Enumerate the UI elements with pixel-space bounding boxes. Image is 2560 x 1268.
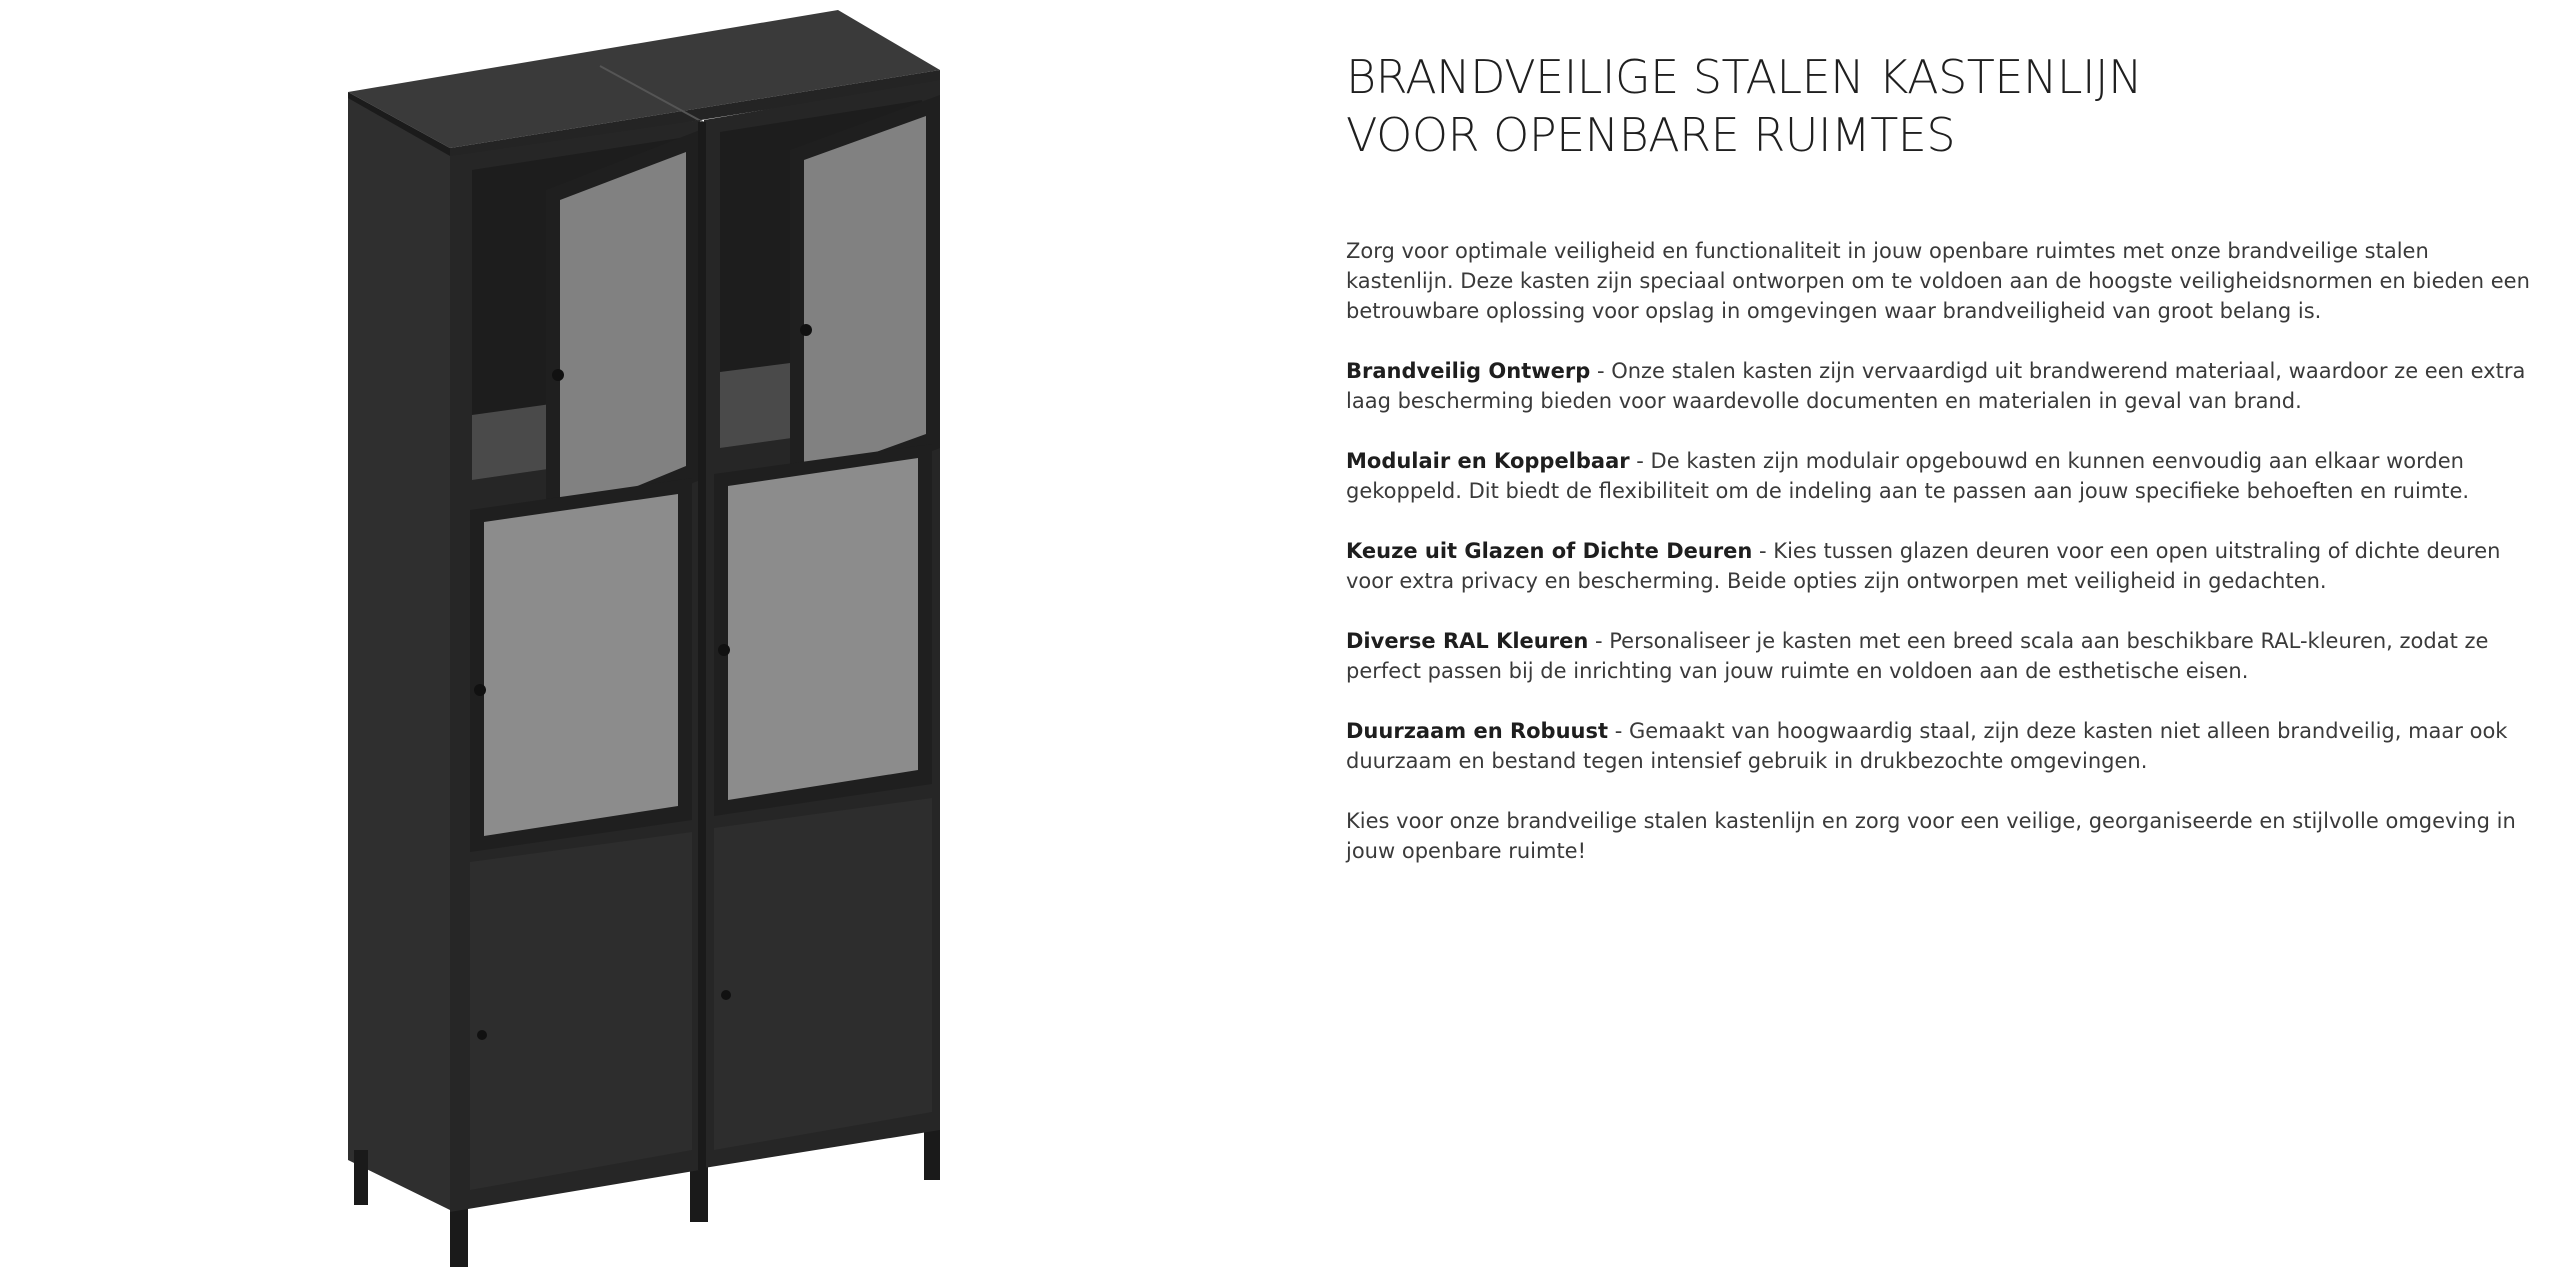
glass-panel xyxy=(560,152,686,518)
steel-cabinet-illustration xyxy=(300,0,1020,1268)
feature-paragraph xyxy=(1346,536,2531,596)
cabinet-leg xyxy=(450,1205,468,1267)
feature-text: - De kasten zijn modulair opgebouwd en kunnen eenvoudig aan elkaar worden gekoppeld. Dit biedt de flexibiliteit om de indeling aan te passen aan jouw specifieke behoeften en ruimte. xyxy=(1346,449,2470,503)
feature-title: Diverse RAL Kleuren xyxy=(1346,629,1589,653)
door-handle xyxy=(477,1030,487,1040)
title-line-2: VOOR OPENBARE RUIMTES xyxy=(1346,108,1956,162)
glass-panel xyxy=(484,494,678,836)
feature-paragraph xyxy=(1346,626,2531,686)
door-handle xyxy=(552,369,564,381)
feature-title: Duurzaam en Robuust xyxy=(1346,719,1609,743)
product-description xyxy=(1346,48,2531,866)
title-line-1: BRANDVEILIGE STALEN KASTENLIJN xyxy=(1346,50,2143,104)
feature-paragraph xyxy=(1346,356,2531,416)
door-handle xyxy=(718,644,730,656)
page-title xyxy=(1346,48,2531,164)
door-handle xyxy=(721,990,731,1000)
glass-panel xyxy=(804,116,926,478)
door-handle xyxy=(800,324,812,336)
feature-text: - Kies tussen glazen deuren voor een open uitstraling of dichte deuren voor extra privacy en bescherming. Beide opties zijn ontworpen met veiligheid in gedachten. xyxy=(1346,539,2501,593)
solid-door xyxy=(470,832,692,1190)
closing-paragraph: Kies voor onze brandveilige stalen kastenlijn en zorg voor een veilige, georganiseerde en stijlvolle omgeving in jouw openbare ruimte! xyxy=(1346,809,2516,863)
feature-title: Keuze uit Glazen of Dichte Deuren xyxy=(1346,539,1753,563)
cabinet-leg xyxy=(354,1150,368,1205)
solid-door xyxy=(714,798,932,1150)
feature-text: - Onze stalen kasten zijn vervaardigd uit brandwerend materiaal, waardoor ze een extra laag bescherming bieden voor waardevolle documenten en materialen in geval van brand. xyxy=(1346,359,2526,413)
feature-title: Modulair en Koppelbaar xyxy=(1346,449,1630,473)
cabinet-side-panel xyxy=(348,98,450,1210)
feature-title: Brandveilig Ontwerp xyxy=(1346,359,1591,383)
feature-paragraph xyxy=(1346,716,2531,776)
glass-panel xyxy=(728,458,918,800)
intro-paragraph: Zorg voor optimale veiligheid en functionaliteit in jouw openbare ruimtes met onze brandveilige stalen kastenlijn. Deze kasten zijn speciaal ontworpen om te voldoen aan de hoogste veiligheidsnormen en bieden een betrouwbare oplossing voor opslag in omgevingen waar brandveiligheid van groot belang is. xyxy=(1346,239,2530,323)
feature-text: - Gemaakt van hoogwaardig staal, zijn deze kasten niet alleen brandveilig, maar ook duurzaam en bestand tegen intensief gebruik in drukbezochte omgevingen. xyxy=(1346,719,2508,773)
product-image xyxy=(300,0,1020,1268)
feature-text: - Personaliseer je kasten met een breed scala aan beschikbare RAL-kleuren, zodat ze perfect passen bij de inrichting van jouw ruimte en voldoen aan de esthetische eisen. xyxy=(1346,629,2489,683)
feature-paragraph xyxy=(1346,446,2531,506)
center-divider xyxy=(698,122,706,1170)
door-handle xyxy=(474,684,486,696)
